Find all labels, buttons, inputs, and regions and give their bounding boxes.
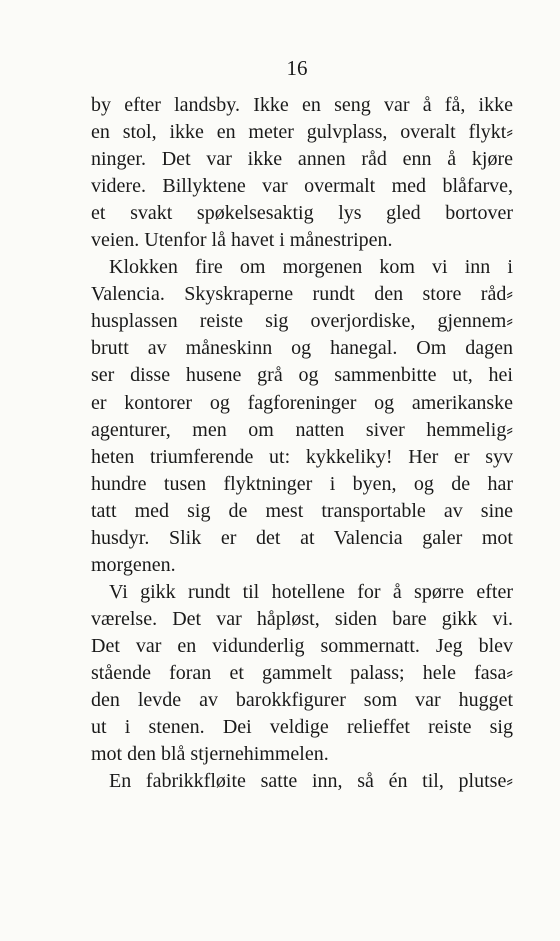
text-line: brutt av måneskinn og hanegal. Om dagen	[91, 337, 513, 360]
page-number: 16	[286, 56, 308, 80]
text-line: mot den blå stjernehimmelen.	[91, 743, 329, 766]
text-line: ninger. Det var ikke annen råd enn å kjøre	[91, 148, 513, 171]
text-line: heten triumferende ut: kykkeliky! Her er syv	[91, 445, 513, 468]
text-line: den levde av barokkfigurer som var hugget	[91, 689, 513, 712]
paragraph-start-line: Klokken fire om morgenen kom vi inn i	[109, 256, 513, 279]
text-line: værelse. Det var håpløst, siden bare gikk vi.	[91, 607, 513, 630]
text-line: stående foran et gammelt palass; hele fasa⸗	[91, 661, 513, 684]
text-line: en stol, ikke en meter gulvplass, overalt flykt⸗	[91, 121, 513, 144]
text-line: ser disse husene grå og sammenbitte ut, hei	[91, 364, 513, 387]
text-line: tatt med sig de mest transportable av sine	[91, 499, 513, 522]
text-line: er kontorer og fagforeninger og amerikanske	[91, 391, 513, 414]
paragraph-start-line: En fabrikkfløite satte inn, så én til, plutse⸗	[109, 770, 513, 793]
paragraph-start-line: Vi gikk rundt til hotellene for å spørre efter	[109, 580, 513, 603]
text-line: Det var en vidunderlig sommernatt. Jeg blev	[91, 634, 513, 657]
text-line: agenturer, men om natten siver hemmelig⸗	[91, 418, 513, 441]
text-line: morgenen.	[91, 553, 176, 576]
text-line: videre. Billyktene var overmalt med blåfarve,	[91, 175, 513, 198]
text-line: veien. Utenfor lå havet i månestripen.	[91, 229, 393, 252]
text-line: hundre tusen flyktninger i byen, og de har	[91, 472, 513, 495]
text-line: Valencia. Skyskraperne rundt den store råd⸗	[91, 283, 513, 306]
text-line: ut i stenen. Dei veldige relieffet reiste sig	[91, 716, 513, 739]
body-text	[91, 92, 513, 795]
text-line: by efter landsby. Ikke en seng var å få, ikke	[91, 94, 513, 116]
text-line: et svakt spøkelsesaktig lys gled bortover	[91, 202, 513, 225]
text-line: husdyr. Slik er det at Valencia galer mot	[91, 526, 513, 549]
text-line: husplassen reiste sig overjordiske, gjennem⸗	[91, 310, 513, 333]
